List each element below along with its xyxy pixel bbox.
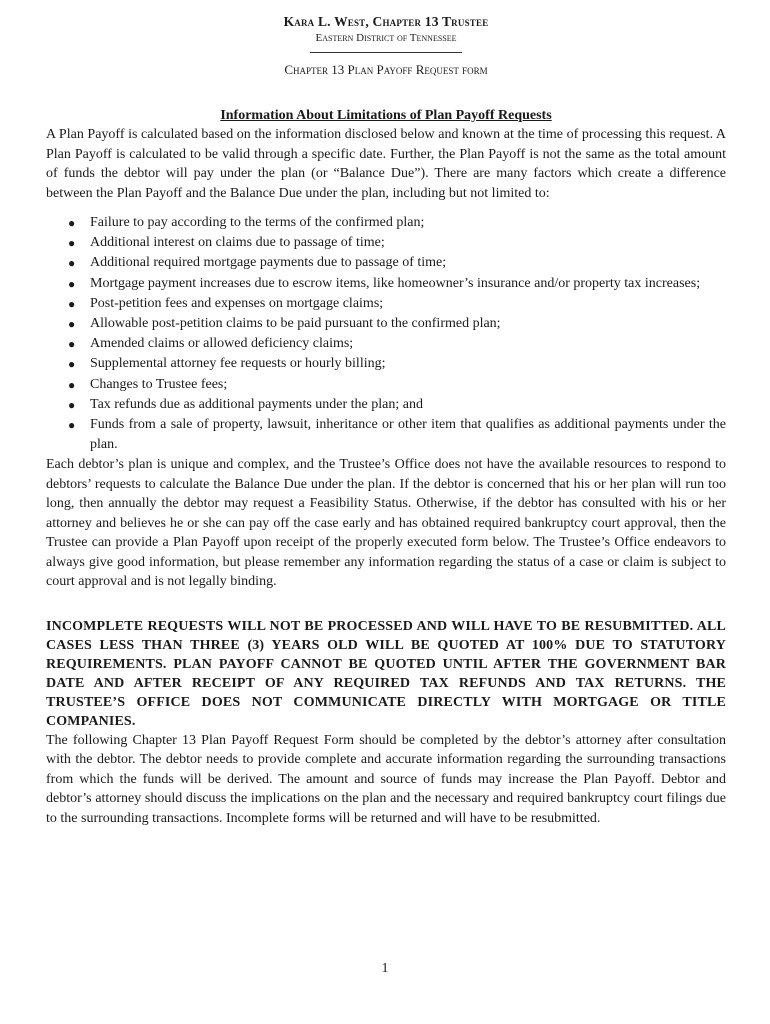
list-item <box>46 354 726 374</box>
document-page <box>46 0 726 828</box>
bullet-icon: ● <box>68 256 76 271</box>
bullet-icon: ● <box>68 296 76 311</box>
bullet-icon: ● <box>68 276 76 291</box>
list-item-text: Tax refunds due as additional payments under the plan; and <box>90 396 423 412</box>
bullet-icon: ● <box>68 236 76 251</box>
list-item-text: Changes to Trustee fees; <box>90 376 228 392</box>
list-item-text: Supplemental attorney fee requests or hourly billing; <box>90 356 386 372</box>
list-item <box>46 375 726 395</box>
list-item <box>46 334 726 354</box>
instructions-paragraph: The following Chapter 13 Plan Payoff Request Form should be completed by the debtor’s attorney after consultation with the debtor. The debtor needs to provide complete and accurate information regarding the surrounding transactions from which the funds will be derived. The amount and source of funds may increase the Plan Payoff. Debtor and debtor’s attorney should discuss the implications on the plan and the necessary and required bankruptcy court filings due to the surrounding transactions. Incomplete forms will be returned and will have to be resubmitted. <box>46 732 726 826</box>
list-item-text: Amended claims or allowed deficiency claims; <box>90 336 354 352</box>
bullet-icon: ● <box>68 377 76 392</box>
list-item-text: Additional required mortgage payments due to passage of time; <box>90 255 447 271</box>
list-item <box>46 253 726 273</box>
factors-list <box>46 213 726 455</box>
bullet-icon: ● <box>68 418 76 433</box>
bullet-icon: ● <box>68 216 76 230</box>
list-item-text: Funds from a sale of property, lawsuit, inheritance or other item that qualifies as additional payments under the plan. <box>90 417 726 453</box>
list-item-text: Additional interest on claims due to passage of time; <box>90 235 385 251</box>
district-name: Eastern District of Tennessee <box>315 32 457 44</box>
list-item <box>46 415 726 455</box>
bullet-icon: ● <box>68 397 76 412</box>
form-title: Chapter 13 Plan Payoff Request form <box>284 62 488 77</box>
intro-paragraph: A Plan Payoff is calculated based on the information disclosed below and known at the time of processing this request. A Plan Payoff is calculated to be valid through a specific date. Further, the Plan Payoff is not the same as the total amount of funds the debtor will pay under the plan (or “Balance Due”). There are many factors which create a difference between the Plan Payoff and the Balance Due under the plan, including but not limited to: <box>46 127 726 201</box>
list-item <box>46 213 726 233</box>
trustee-name: Kara L. West, Chapter 13 Trustee <box>283 14 489 29</box>
bullet-icon: ● <box>68 357 76 372</box>
list-item <box>46 274 726 294</box>
warning-notice: INCOMPLETE REQUESTS WILL NOT BE PROCESSED AND WILL HAVE TO BE RESUBMITTED. ALL CASES LESS THAN THREE (3) YEARS OLD WILL BE QUOTED AT 100% DUE TO STATUTORY REQUIREMENTS. PLAN PAYOFF CANNOT BE QUOTED UNTIL AFTER THE GOVERNMENT BAR DATE AND AFTER RECEIPT OF ANY REQUIRED TAX REFUNDS AND TAX RETURNS. THE TRUSTEE’S OFFICE DOES NOT COMMUNICATE DIRECTLY WITH MORTGAGE OR TITLE COMPANIES. <box>46 618 726 729</box>
header-divider <box>310 52 462 53</box>
list-item-text: Failure to pay according to the terms of the confirmed plan; <box>90 215 425 230</box>
list-item <box>46 395 726 415</box>
document-header <box>46 13 726 78</box>
list-item <box>46 233 726 253</box>
list-item-text: Mortgage payment increases due to escrow items, like homeowner’s insurance and/or property tax increases; <box>90 275 701 291</box>
page-number: 1 <box>381 961 389 976</box>
resources-paragraph: Each debtor’s plan is unique and complex, and the Trustee’s Office does not have the available resources to respond to debtors’ requests to calculate the Balance Due under the plan. If the debtor is concerned that his or her plan will run too long, then annually the debtor may request a Feasibility Status. Otherwise, if the debtor has consulted with his or her attorney and believes he or she can pay off the case early and has obtained required bankruptcy court approval, then the Trustee can provide a Plan Payoff upon receipt of the properly executed form below. The Trustee’s Office endeavors to always give good information, but please remember any information regarding the status of a case or claim is subject to court approval and is not legally binding. <box>46 457 726 590</box>
list-item <box>46 294 726 314</box>
list-item-text: Allowable post-petition claims to be paid pursuant to the confirmed plan; <box>90 316 501 332</box>
list-item-text: Post-petition fees and expenses on mortgage claims; <box>90 295 384 311</box>
bullet-icon: ● <box>68 337 76 352</box>
list-item <box>46 314 726 334</box>
section-heading: Information About Limitations of Plan Payoff Requests <box>220 108 552 123</box>
bullet-icon: ● <box>68 317 76 332</box>
